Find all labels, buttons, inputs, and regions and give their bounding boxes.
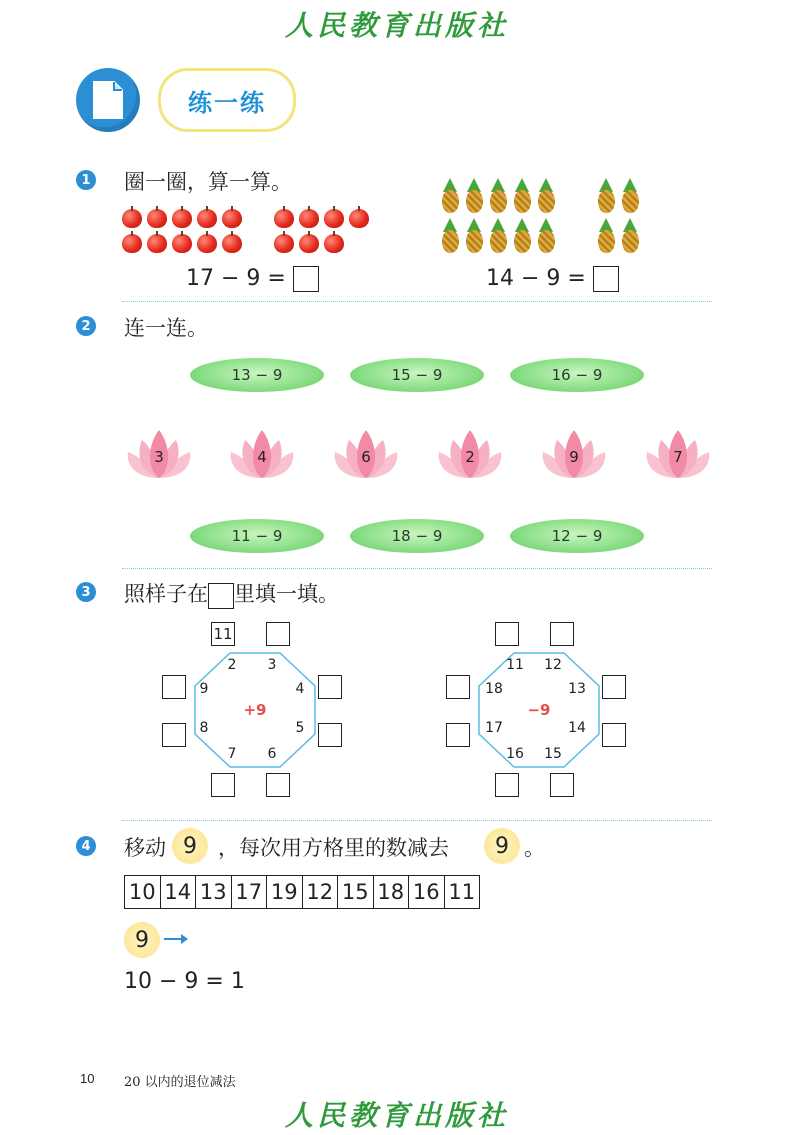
q1-right-equation [486, 266, 619, 292]
answer-box[interactable] [602, 675, 626, 699]
lotus-flower[interactable] [124, 428, 194, 478]
pineapple-icon [620, 178, 640, 216]
answer-box[interactable] [266, 773, 290, 797]
lotus-flower[interactable] [539, 428, 609, 478]
answer-box[interactable] [593, 266, 619, 292]
publisher-footer: 人民教育出版社 [284, 1099, 509, 1132]
apple-icon [122, 234, 142, 253]
section-title: 练一练 [158, 68, 296, 132]
number-grid [124, 875, 480, 909]
wheel-number: 6 [267, 746, 277, 762]
answer-box[interactable] [266, 622, 290, 646]
wheel-number: 15 [544, 746, 562, 762]
wheel-number: 7 [227, 746, 237, 762]
answer-box[interactable] [495, 773, 519, 797]
q3-instruction-after: 里填一填。 [234, 582, 339, 606]
moving-circle-value: 9 [135, 927, 149, 953]
moving-circle[interactable] [124, 922, 160, 958]
answer-box[interactable] [550, 773, 574, 797]
number-circle-value: 9 [495, 833, 509, 859]
lotus-number: 9 [569, 448, 579, 466]
apple-icon [222, 209, 242, 228]
pineapples-picture [440, 178, 660, 256]
wheel-operator: −9 [527, 701, 551, 719]
leaf-card[interactable] [190, 358, 324, 392]
apple-icon [299, 234, 319, 253]
grid-cell: 15 [338, 876, 374, 908]
pineapple-icon [536, 178, 556, 216]
q1-left-equation [186, 266, 319, 292]
pineapple-icon [464, 218, 484, 256]
question-number-3: 3 [76, 582, 96, 602]
wheel-number: 13 [568, 681, 586, 697]
answer-box[interactable] [446, 675, 470, 699]
leaf-label: 15 − 9 [391, 366, 443, 384]
leaf-label: 13 − 9 [231, 366, 283, 384]
answer-box[interactable] [318, 675, 342, 699]
pineapple-icon [596, 218, 616, 256]
wheel-number: 3 [267, 657, 277, 673]
q4-instruction-before: 移动 [124, 836, 166, 860]
page-number: 10 [80, 1071, 95, 1086]
wheel-number: 12 [544, 657, 562, 673]
pineapple-icon [464, 178, 484, 216]
answer-box[interactable] [318, 723, 342, 747]
question-number-4: 4 [76, 836, 96, 856]
apple-icon [197, 209, 217, 228]
q1-right-equation-text: 14 − 9 = [486, 266, 586, 291]
wheel-number: 5 [295, 720, 305, 736]
answer-box[interactable] [446, 723, 470, 747]
pineapple-icon [512, 178, 532, 216]
wheel-operator: +9 [243, 701, 267, 719]
answer-box[interactable] [162, 723, 186, 747]
grid-cell: 12 [303, 876, 339, 908]
apple-icon [274, 209, 294, 228]
grid-cell: 17 [232, 876, 268, 908]
q4-example: 10 − 9 = 1 [124, 969, 245, 994]
pineapple-icon [488, 218, 508, 256]
apple-icon [222, 234, 242, 253]
publisher-header: 人民教育出版社 [284, 9, 509, 42]
wheel-number: 8 [199, 720, 209, 736]
wheel-number: 2 [227, 657, 237, 673]
apple-icon [274, 234, 294, 253]
grid-cell: 10 [125, 876, 161, 908]
apple-icon [172, 234, 192, 253]
lotus-number: 7 [673, 448, 683, 466]
apple-icon [172, 209, 192, 228]
answer-box[interactable] [162, 675, 186, 699]
number-circle-value: 9 [183, 833, 197, 859]
q4-instruction-after: 。 [524, 836, 545, 860]
grid-cell: 16 [409, 876, 445, 908]
question-number-2: 2 [76, 316, 96, 336]
answer-box[interactable] [495, 622, 519, 646]
divider [122, 301, 712, 302]
instruction-box-icon [208, 583, 234, 609]
apple-icon [147, 234, 167, 253]
q1-left-equation-text: 17 − 9 = [186, 266, 286, 291]
lotus-flower[interactable] [643, 428, 713, 478]
wheel-number: 16 [506, 746, 524, 762]
pineapple-icon [596, 178, 616, 216]
apple-icon [197, 234, 217, 253]
apple-icon [147, 209, 167, 228]
grid-cell: 11 [448, 880, 476, 904]
grid-cell: 19 [267, 876, 303, 908]
q2-instruction: 连一连。 [124, 316, 208, 340]
chapter-title: 20 以内的退位减法 [124, 1075, 236, 1090]
number-circle [172, 828, 208, 864]
q3-instruction [124, 578, 339, 609]
pineapple-icon [440, 178, 460, 216]
grid-cell: 14 [161, 876, 197, 908]
answer-box[interactable] [293, 266, 319, 292]
leaf-card[interactable] [190, 519, 324, 553]
leaf-label: 18 − 9 [391, 527, 443, 545]
leaf-label: 12 − 9 [551, 527, 603, 545]
pineapple-icon [620, 218, 640, 256]
lotus-flower[interactable] [435, 428, 505, 478]
arrow-right-icon [163, 933, 189, 945]
answer-box[interactable] [211, 622, 235, 646]
apple-icon [299, 209, 319, 228]
pineapple-icon [488, 178, 508, 216]
divider [122, 820, 712, 821]
pineapple-icon [440, 218, 460, 256]
pineapple-icon [536, 218, 556, 256]
question-number-1: 1 [76, 170, 96, 190]
q4-instruction-middle: ，每次用方格里的数减去 [218, 836, 449, 860]
leaf-label: 11 − 9 [231, 527, 283, 545]
q3-instruction-before: 照样子在 [124, 582, 208, 606]
apples-picture [122, 209, 382, 259]
leaf-card[interactable] [510, 519, 644, 553]
lotus-number: 3 [154, 448, 164, 466]
grid-cell: 18 [374, 876, 410, 908]
divider [122, 568, 712, 569]
lotus-flower[interactable] [227, 428, 297, 478]
answer-box[interactable] [211, 773, 235, 797]
number-circle [484, 828, 520, 864]
wheel-number: 18 [485, 681, 503, 697]
apple-icon [324, 209, 344, 228]
answer-box[interactable] [602, 723, 626, 747]
lotus-flower[interactable] [331, 428, 401, 478]
apple-icon [324, 234, 344, 253]
apple-icon [122, 209, 142, 228]
grid-cell: 13 [196, 876, 232, 908]
wheel-number: 4 [295, 681, 305, 697]
wheel-number: 14 [568, 720, 586, 736]
lotus-number: 4 [257, 448, 267, 466]
wheel-number: 11 [506, 657, 524, 673]
wheel-number: 9 [199, 681, 209, 697]
q1-instruction: 圈一圈，算一算。 [124, 170, 292, 194]
apple-icon [349, 209, 369, 228]
pineapple-icon [512, 218, 532, 256]
answer-box[interactable] [550, 622, 574, 646]
leaf-card[interactable] [510, 358, 644, 392]
leaf-label: 16 − 9 [551, 366, 603, 384]
leaf-card[interactable] [350, 519, 484, 553]
example-answer: 11 [213, 625, 233, 643]
lotus-number: 6 [361, 448, 371, 466]
wheel-number: 17 [485, 720, 503, 736]
document-icon [76, 68, 140, 132]
lotus-number: 2 [465, 448, 475, 466]
leaf-card[interactable] [350, 358, 484, 392]
